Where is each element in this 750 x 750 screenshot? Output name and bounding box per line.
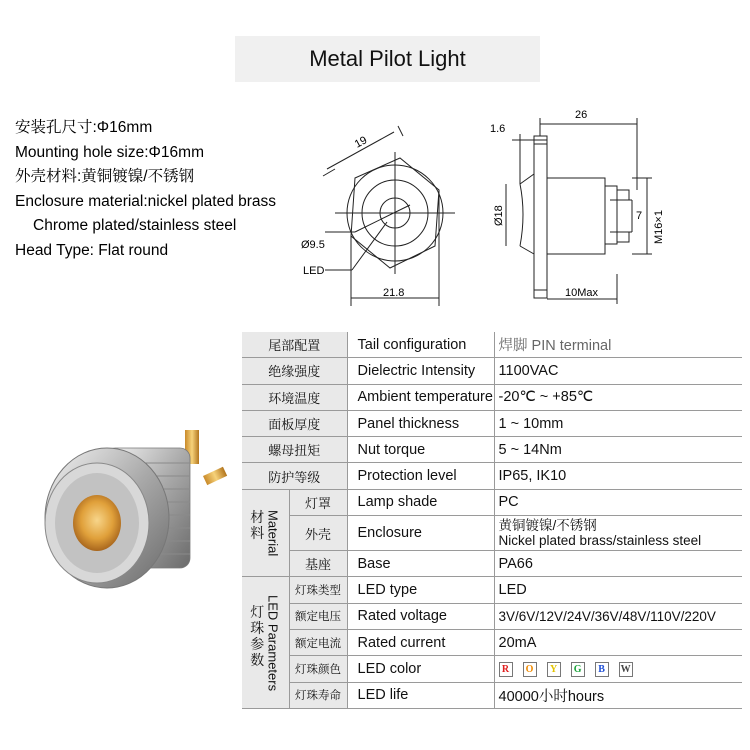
table-row (242, 437, 742, 463)
param-cn: 灯珠类型 (289, 577, 347, 603)
parameter-table (242, 332, 742, 709)
param-cn: 环境温度 (242, 384, 347, 410)
param-cn: 额定电流 (289, 629, 347, 655)
param-cn: 额定电压 (289, 603, 347, 629)
enclosure-value-cn: 黄铜镀镍/不锈钢 (498, 518, 597, 534)
material-group-en: Material (265, 509, 281, 557)
table-row (242, 682, 742, 708)
side-dim-flange: 1.6 (490, 123, 506, 135)
front-label-led: LED (303, 265, 325, 277)
table-row (242, 551, 742, 577)
table-row (242, 463, 742, 489)
side-dim-dia: Ø18 (493, 205, 505, 226)
led-color-chip-yellow: Y (547, 662, 561, 677)
side-view-drawing (482, 104, 702, 309)
param-value: -20℃ ~ +85℃ (494, 384, 742, 410)
spec-material-cn: 外壳材料:黄铜镀镍/不锈钢 (15, 168, 195, 185)
param-value: PC (494, 489, 742, 515)
table-row (242, 603, 742, 629)
param-cn: 面板厚度 (242, 410, 347, 436)
param-value: 5 ~ 14Nm (494, 437, 742, 463)
param-en: LED type (347, 577, 494, 603)
material-group-cn: 材 料 (250, 509, 265, 542)
param-en: Base (347, 551, 494, 577)
param-en: Ambient temperature (347, 384, 494, 410)
table-row (242, 489, 742, 515)
table-row (242, 384, 742, 410)
param-value (494, 516, 742, 551)
param-en: Panel thickness (347, 410, 494, 436)
led-color-chip-green: G (571, 662, 585, 677)
spec-hole-en: Mounting hole size:Φ16mm (15, 143, 204, 161)
table-row (242, 332, 742, 358)
table-row (242, 410, 742, 436)
led-group-cn: 灯 珠 参 数 (250, 604, 265, 669)
product-photo (25, 418, 240, 618)
param-en: LED color (347, 656, 494, 682)
param-value: 1 ~ 10mm (494, 410, 742, 436)
param-en: LED life (347, 682, 494, 708)
front-dim-bottom: 21.8 (383, 287, 405, 299)
param-en: Dielectric Intensity (347, 358, 494, 384)
param-en: Nut torque (347, 437, 494, 463)
param-value: 20mA (494, 629, 742, 655)
param-en: Rated current (347, 629, 494, 655)
spec-material-en: Enclosure material:nickel plated brass (15, 192, 277, 210)
material-group-label (242, 489, 289, 577)
param-value: 焊脚 PIN terminal (494, 332, 742, 358)
side-dim-pin: 7 (636, 210, 643, 222)
param-en: Protection level (347, 463, 494, 489)
table-row (242, 656, 742, 682)
table-row (242, 516, 742, 551)
led-group-label (242, 577, 289, 708)
param-cn: 螺母扭矩 (242, 437, 347, 463)
spec-head-type: Head Type: Flat round (15, 241, 169, 259)
param-cn: 灯珠颜色 (289, 656, 347, 682)
param-value: LED (494, 577, 742, 603)
led-color-chip-blue: B (595, 662, 609, 677)
front-dim-top: 19 (352, 134, 370, 151)
title-banner (235, 36, 540, 82)
param-cn: 绝缘强度 (242, 358, 347, 384)
spec-material-en2: Chrome plated/stainless steel (33, 217, 237, 234)
table-row (242, 577, 742, 603)
param-value: PA66 (494, 551, 742, 577)
page-title: Metal Pilot Light (309, 46, 466, 71)
param-value: IP65, IK10 (494, 463, 742, 489)
led-color-chip-red: R (499, 662, 513, 677)
param-cn: 防护等级 (242, 463, 347, 489)
param-en: Tail configuration (347, 332, 494, 358)
param-cn: 尾部配置 (242, 332, 347, 358)
param-cn: 灯珠寿命 (289, 682, 347, 708)
side-dim-bottom: 10Max (565, 287, 599, 299)
param-en: Enclosure (347, 516, 494, 551)
spec-list (15, 116, 277, 263)
spec-hole-cn: 安装孔尺寸:Φ16mm (15, 119, 153, 136)
led-color-chip-white: W (620, 664, 631, 676)
enclosure-value-en: Nickel plated brass/stainless steel (498, 533, 702, 549)
param-value: 1100VAC (494, 358, 742, 384)
param-cn: 灯罩 (289, 489, 347, 515)
param-en: Lamp shade (347, 489, 494, 515)
param-en: Rated voltage (347, 603, 494, 629)
led-group-en: LED Parameters (265, 594, 281, 691)
side-dim-top: 26 (575, 109, 588, 121)
table-row (242, 358, 742, 384)
front-view-drawing (295, 110, 485, 315)
front-label-dia: Ø9.5 (301, 239, 325, 251)
param-cn: 外壳 (289, 516, 347, 551)
param-value: 3V/6V/12V/24V/36V/48V/110V/220V (494, 603, 742, 629)
led-color-chip-orange: O (523, 662, 537, 677)
table-row (242, 629, 742, 655)
param-value: 40000小时hours (494, 682, 742, 708)
side-dim-thread: M16×1 (653, 210, 665, 244)
param-cn: 基座 (289, 551, 347, 577)
led-color-chips (494, 656, 742, 682)
